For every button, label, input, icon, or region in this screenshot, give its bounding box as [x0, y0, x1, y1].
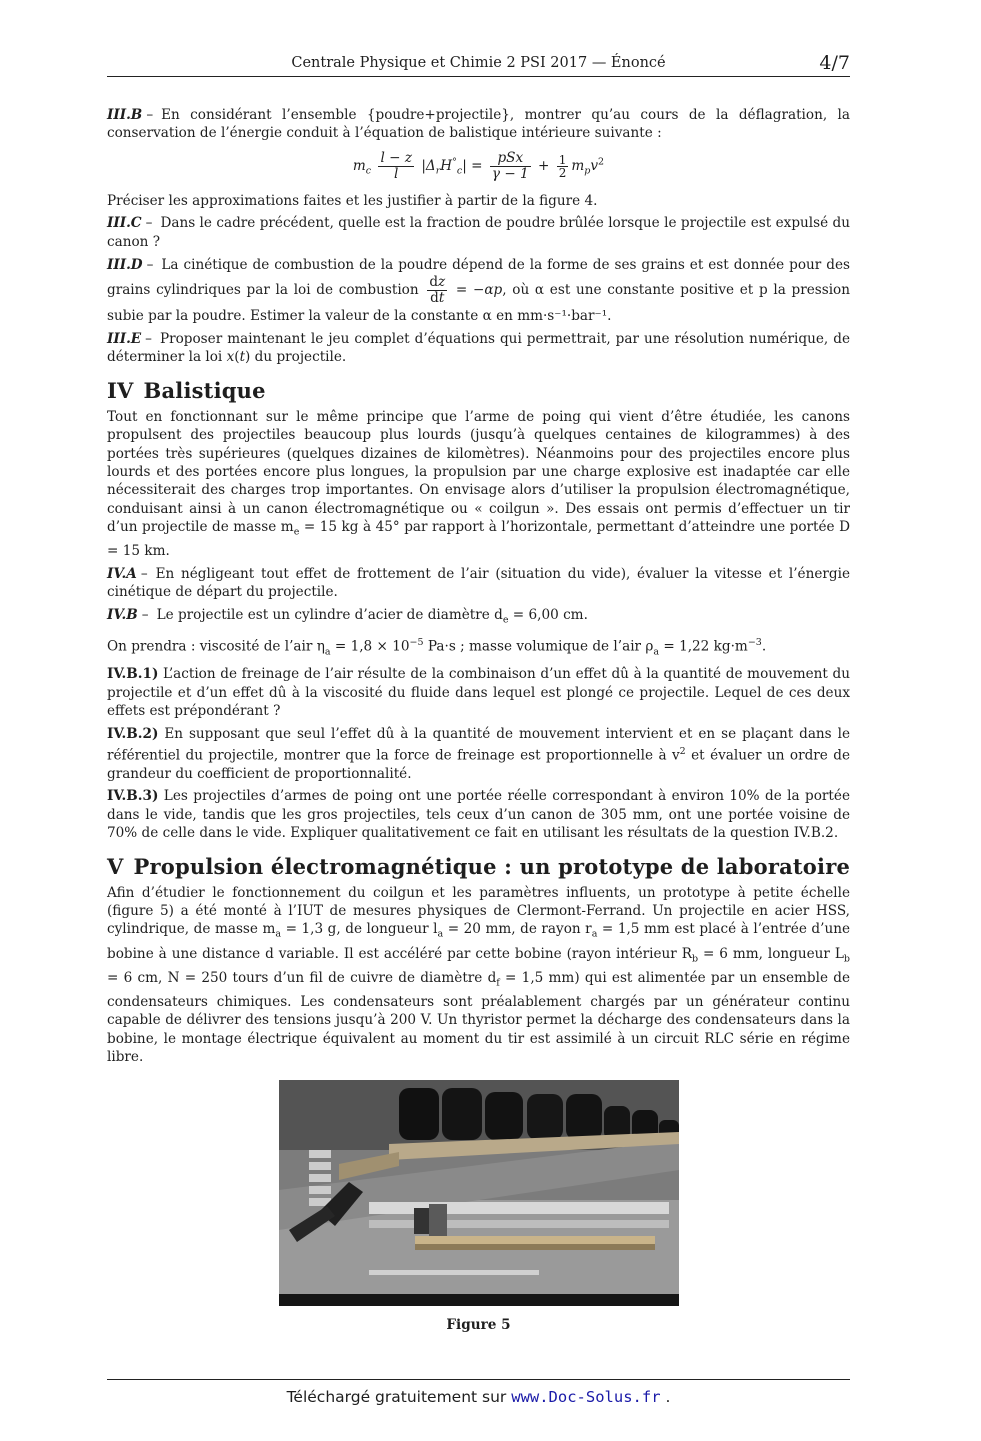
footer-text: Téléchargé gratuitement sur: [286, 1388, 512, 1406]
question-text: L’action de freinage de l’air résulte de la combinaison d’un effet dû à la quantité de mouvement du projectile et d’un effet dû à la viscosité du fluide dans lequel est plongé ce projectile. Lequel de ces deux effets est prépondérant ?: [107, 666, 851, 720]
section-heading-v: [107, 855, 850, 879]
document-body: [107, 106, 850, 1335]
question-text: En négligeant tout effet de frottement de l’air (situation du vide), évaluer la vitesse et l’énergie cinétique de départ du projectile.: [107, 565, 850, 601]
question-text: En considérant l’ensemble {poudre+projectile}, montrer qu’au cours de la déflagration, la conservation de l’énergie conduit à l’équation de balistique intérieure suivante :: [107, 107, 850, 142]
section-title: Balistique: [143, 377, 266, 403]
question-text: La cinétique de combustion de la poudre dépend de la forme de ses grains et est donnée pour des grains cylindriques par la loi de combustion: [107, 257, 850, 299]
question-label: IV.A: [107, 565, 137, 582]
question-label: IV.B.1): [107, 666, 159, 683]
question-label: IV.B.2): [107, 725, 159, 742]
question-3c: III.C – Dans le cadre précédent, quelle est la fraction de poudre brûlée lorsque le projectile est expulsé du canon ?: [107, 215, 850, 250]
page-header: [107, 54, 850, 77]
question-4a: IV.A – En négligeant tout effet de frottement de l’air (situation du vide), évaluer la vitesse et l’énergie cinétique de départ du projectile.: [107, 565, 850, 601]
question-3b: III.B – En considérant l’ensemble {poudre+projectile}, montrer qu’au cours de la déflagration, la conservation de l’énergie conduit à l’équation de balistique intérieure suivante :: [107, 107, 850, 142]
ballistic-equation: $m_c$ $\frac{l - z}{l}$ $|\Delta_rH^\circ_c|$ = $\frac{\text{pSx}}{\gamma - 1}$ + $\frac{1}{2}$ $m_pv^2$: [352, 149, 605, 182]
question-4b: IV.B – Le projectile est un cylindre d’acier de diamètre $d_e = 6,00$ cm.: [107, 606, 588, 626]
question-4b2: IV.B.2) En supposant que seul l’effet dû à la quantité de mouvement intervient et en se plaçant dans le référentiel du projectile, montrer que la force de freinage est proportionnelle à $v^2$ et évaluer un ordre de grandeur du coefficient de proportionnalité.: [107, 725, 850, 782]
question-4b1: [107, 665, 850, 720]
section-v-intro: Afin d’étudier le fonctionnement du coilgun et les paramètres influents, un prototype à petite échelle (figure 5) a été monté à l’IUT de mesures physiques de Clermont-Ferrand. Un projectile en acier HSS, cylindrique, de masse $m_a = 1,3$ g, de longueur $l_a = 20$ mm, de rayon $r_a = 1,5$ mm est placé à l’entrée d’une bobine à une distance d variable. Il est accéléré par cette bobine (rayon intérieur $R_b = 6$ mm, longueur $L_b = 6$ cm, N = 250 tours d’un fil de cuivre de diamètre $d_f = 1,5$ mm) qui est alimentée par un ensemble de condensateurs chimiques. Les condensateurs sont préalablement chargés par un générateur continu capable de délivrer des tensions jusqu’à 200 V. Un thyristor permet la décharge des condensateurs dans la bobine, le montage électrique équivalent au moment du tir est assimilé à un circuit RLC série en régime libre.: [107, 884, 851, 1065]
header-title: Centrale Physique et Chimie 2 PSI 2017 — Énoncé: [291, 55, 666, 71]
section-number: V: [107, 853, 124, 879]
figure-caption: Figure 5: [446, 1317, 511, 1334]
footer-link[interactable]: www.Doc-Solus.fr: [511, 1388, 661, 1406]
fraction-length: $\frac{l - z}{l}$: [380, 149, 412, 182]
coilgun-prototype-photo: [279, 1080, 679, 1306]
question-text: Les projectiles d’armes de poing ont une portée réelle correspondant à environ 10% de la portée dans le vide, tandis que les gros projectiles, tels ceux d’un canon de 305 mm, ont une portée voisine de 70% de celle dans le vide. Expliquer qualitativement ce fait en utilisant les résultats de la question IV.B.2.: [107, 788, 850, 842]
question-label: III.B: [107, 107, 143, 123]
page-number: 4/7: [819, 52, 850, 74]
question-3e: III.E – Proposer maintenant le jeu complet d’équations qui permettrait, par une résolution numérique, de déterminer la loi x(t) du projectile.: [107, 331, 850, 366]
question-4b3: [107, 787, 850, 842]
question-4b-data: On prendra : viscosité de l’air $\eta_a = 1,8 \times 10^{-5}$ Pa·s ; masse volumique de l’air $\rho_a = 1,22$ $kg\cdot m^{-3}$.: [107, 636, 767, 657]
question-text-end: , où α est une constante positive et p la pression subie par la poudre. Estimer la valeur de la constante α en mm·s⁻¹·bar⁻¹.: [107, 282, 850, 325]
section-iv-intro: Tout en fonctionnant sur le même principe que l’arme de poing qui vient d’être étudiée, les canons propulsent des projectiles beaucoup plus lourds (jusqu’à quelques centaines de kilogrammes) à des portées très supérieures (quelques dizaines de kilomètres). Néanmoins pour des projectiles encore plus lourds et des portées encore plus longues, la propulsion par une charge explosive est inadaptée car elle nécessiterait des charges trop importantes. On envisage alors d’utiliser la propulsion électromagnétique, conduisant ainsi à un canon électromagnétique ou « coilgun ». Des essais ont permis d’effectuer un tir d’un projectile de masse $m_e = 15$ kg à 45° par rapport à l’horizontale, permettant d’atteindre une portée D = 15 km.: [107, 408, 851, 560]
question-text-end: du projectile.: [250, 349, 347, 366]
question-label: III.C: [107, 215, 142, 232]
combustion-law-fraction: $\frac{dz}{dt}$: [429, 274, 446, 307]
question-3b-followup: Préciser les approximations faites et les justifier à partir de la figure 4.: [107, 192, 598, 209]
footer-rule: [107, 1379, 850, 1380]
figure-5-photo: [279, 1080, 679, 1306]
question-label: IV.B.3): [107, 788, 159, 805]
fraction-pressure: $\frac{\text{pSx}}{\gamma - 1}$: [491, 149, 529, 182]
page-footer: [107, 1388, 850, 1406]
question-3d: III.D – La cinétique de combustion de la poudre dépend de la forme de ses grains et est donnée pour des grains cylindriques par la loi de combustion $\frac{dz}{dt}$ = −αp, où α est une constante positive et p la pression subie par la poudre. Estimer la valeur de la constante α en mm·s⁻¹·bar⁻¹.: [107, 257, 850, 325]
question-text: Dans le cadre précédent, quelle est la fraction de poudre brûlée lorsque le projectile est expulsé du canon ?: [107, 215, 850, 250]
document-page: [107, 0, 850, 1441]
section-heading-iv: [107, 379, 850, 403]
section-title: Propulsion électromagnétique : un prototype de laboratoire: [133, 853, 851, 879]
footer-end: .: [660, 1388, 671, 1406]
question-label: IV.B: [107, 606, 138, 623]
section-number: IV: [107, 377, 134, 403]
question-label: III.E: [107, 331, 142, 348]
fraction-half: $\frac{1}{2}$: [558, 152, 567, 180]
question-label: III.D: [107, 257, 143, 274]
question-text: Proposer maintenant le jeu complet d’équations qui permettrait, par une résolution numérique, de déterminer la loi: [107, 331, 850, 366]
